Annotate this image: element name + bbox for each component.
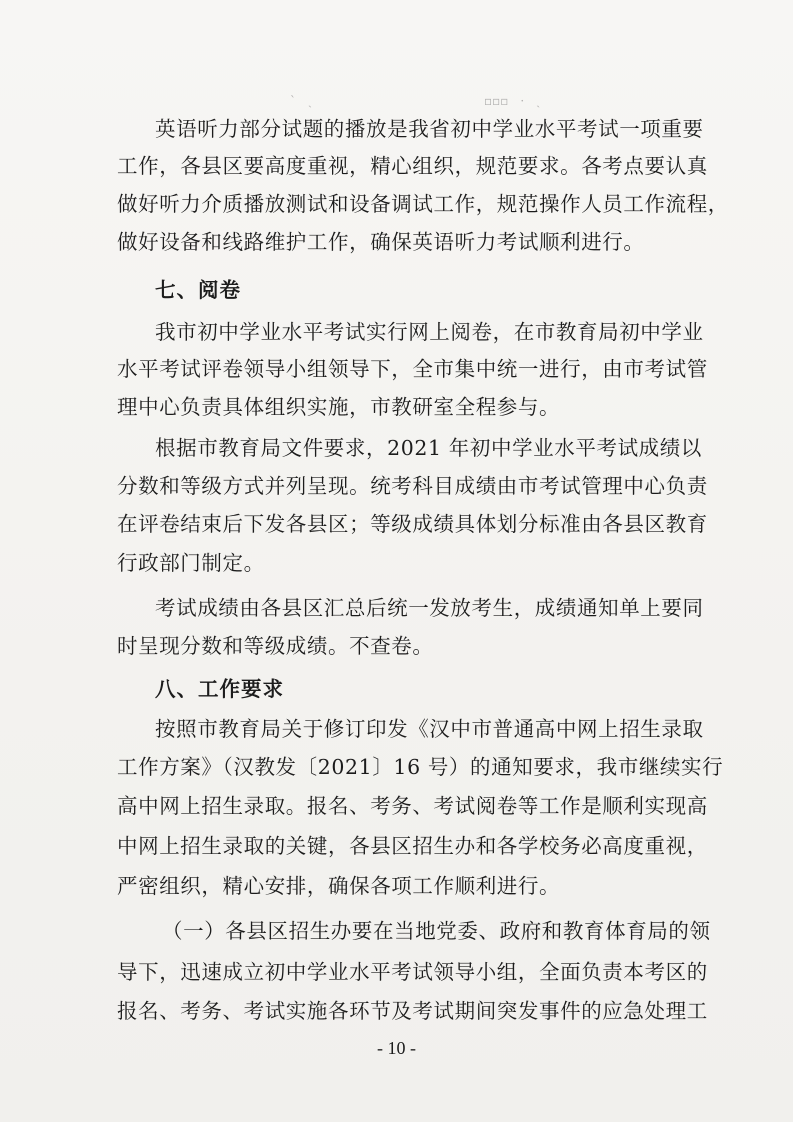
- paragraph-line-12: 考试成绩由各县区汇总后统一发放考生，成绩通知单上要同: [155, 596, 704, 620]
- handwritten-marks: ˋ ˎ: [290, 94, 312, 108]
- paragraph-line-8: 根据市教育局文件要求，2021 年初中学业水平考试成绩以: [155, 436, 702, 460]
- paragraph-line-21: 报名、考务、考试实施各环节及考试期间突发事件的应急处理工: [117, 999, 708, 1023]
- paragraph-line-13: 时呈现分数和等级成绩。不查卷。: [117, 634, 434, 658]
- paragraph-line-18: 严密组织，精心安排，确保各项工作顺利进行。: [117, 874, 561, 898]
- paragraph-line-5: 我市初中学业水平考试实行网上阅卷，在市教育局初中学业: [155, 320, 704, 344]
- paragraph-line-20: 导下，迅速成立初中学业水平考试领导小组，全面负责本考区的: [117, 960, 708, 984]
- page-number: - 10 -: [377, 1038, 416, 1058]
- paragraph-line-4: 做好设备和线路维护工作，确保英语听力考试顺利进行。: [117, 230, 645, 254]
- section-heading-7: 七、阅卷: [155, 278, 241, 302]
- paragraph-line-6: 水平考试评卷领导小组领导下，全市集中统一进行，由市考试管: [117, 357, 708, 381]
- paragraph-line-3: 做好听力介质播放测试和设备调试工作，规范操作人员工作流程，: [117, 192, 729, 216]
- stamp-marks: ▫▫▫ · ˎ: [484, 94, 541, 108]
- paragraph-line-9: 分数和等级方式并列呈现。统考科目成绩由市考试管理中心负责: [117, 474, 708, 498]
- paragraph-line-11: 行政部门制定。: [117, 551, 265, 575]
- section-heading-8: 八、工作要求: [155, 677, 284, 701]
- paragraph-line-10: 在评卷结束后下发各县区；等级成绩具体划分标准由各县区教育: [117, 512, 708, 536]
- paragraph-line-15: 工作方案》（汉教发〔2021〕16 号）的通知要求，我市继续实行: [117, 755, 724, 779]
- paragraph-line-2: 工作，各县区要高度重视，精心组织，规范要求。各考点要认真: [117, 154, 708, 178]
- paragraph-line-16: 高中网上招生录取。报名、考务、考试阅卷等工作是顺利实现高: [117, 794, 708, 818]
- paragraph-line-14: 按照市教育局关于修订印发《汉中市普通高中网上招生录取: [155, 717, 704, 741]
- paragraph-line-7: 理中心负责具体组织实施，市教研室全程参与。: [117, 395, 561, 419]
- paragraph-line-17: 中网上招生录取的关键，各县区招生办和各学校务必高度重视，: [117, 834, 708, 858]
- paragraph-line-1: 英语听力部分试题的播放是我省初中学业水平考试一项重要: [155, 117, 704, 141]
- paragraph-line-19: （一）各县区招生办要在当地党委、政府和教育体育局的领: [162, 919, 711, 943]
